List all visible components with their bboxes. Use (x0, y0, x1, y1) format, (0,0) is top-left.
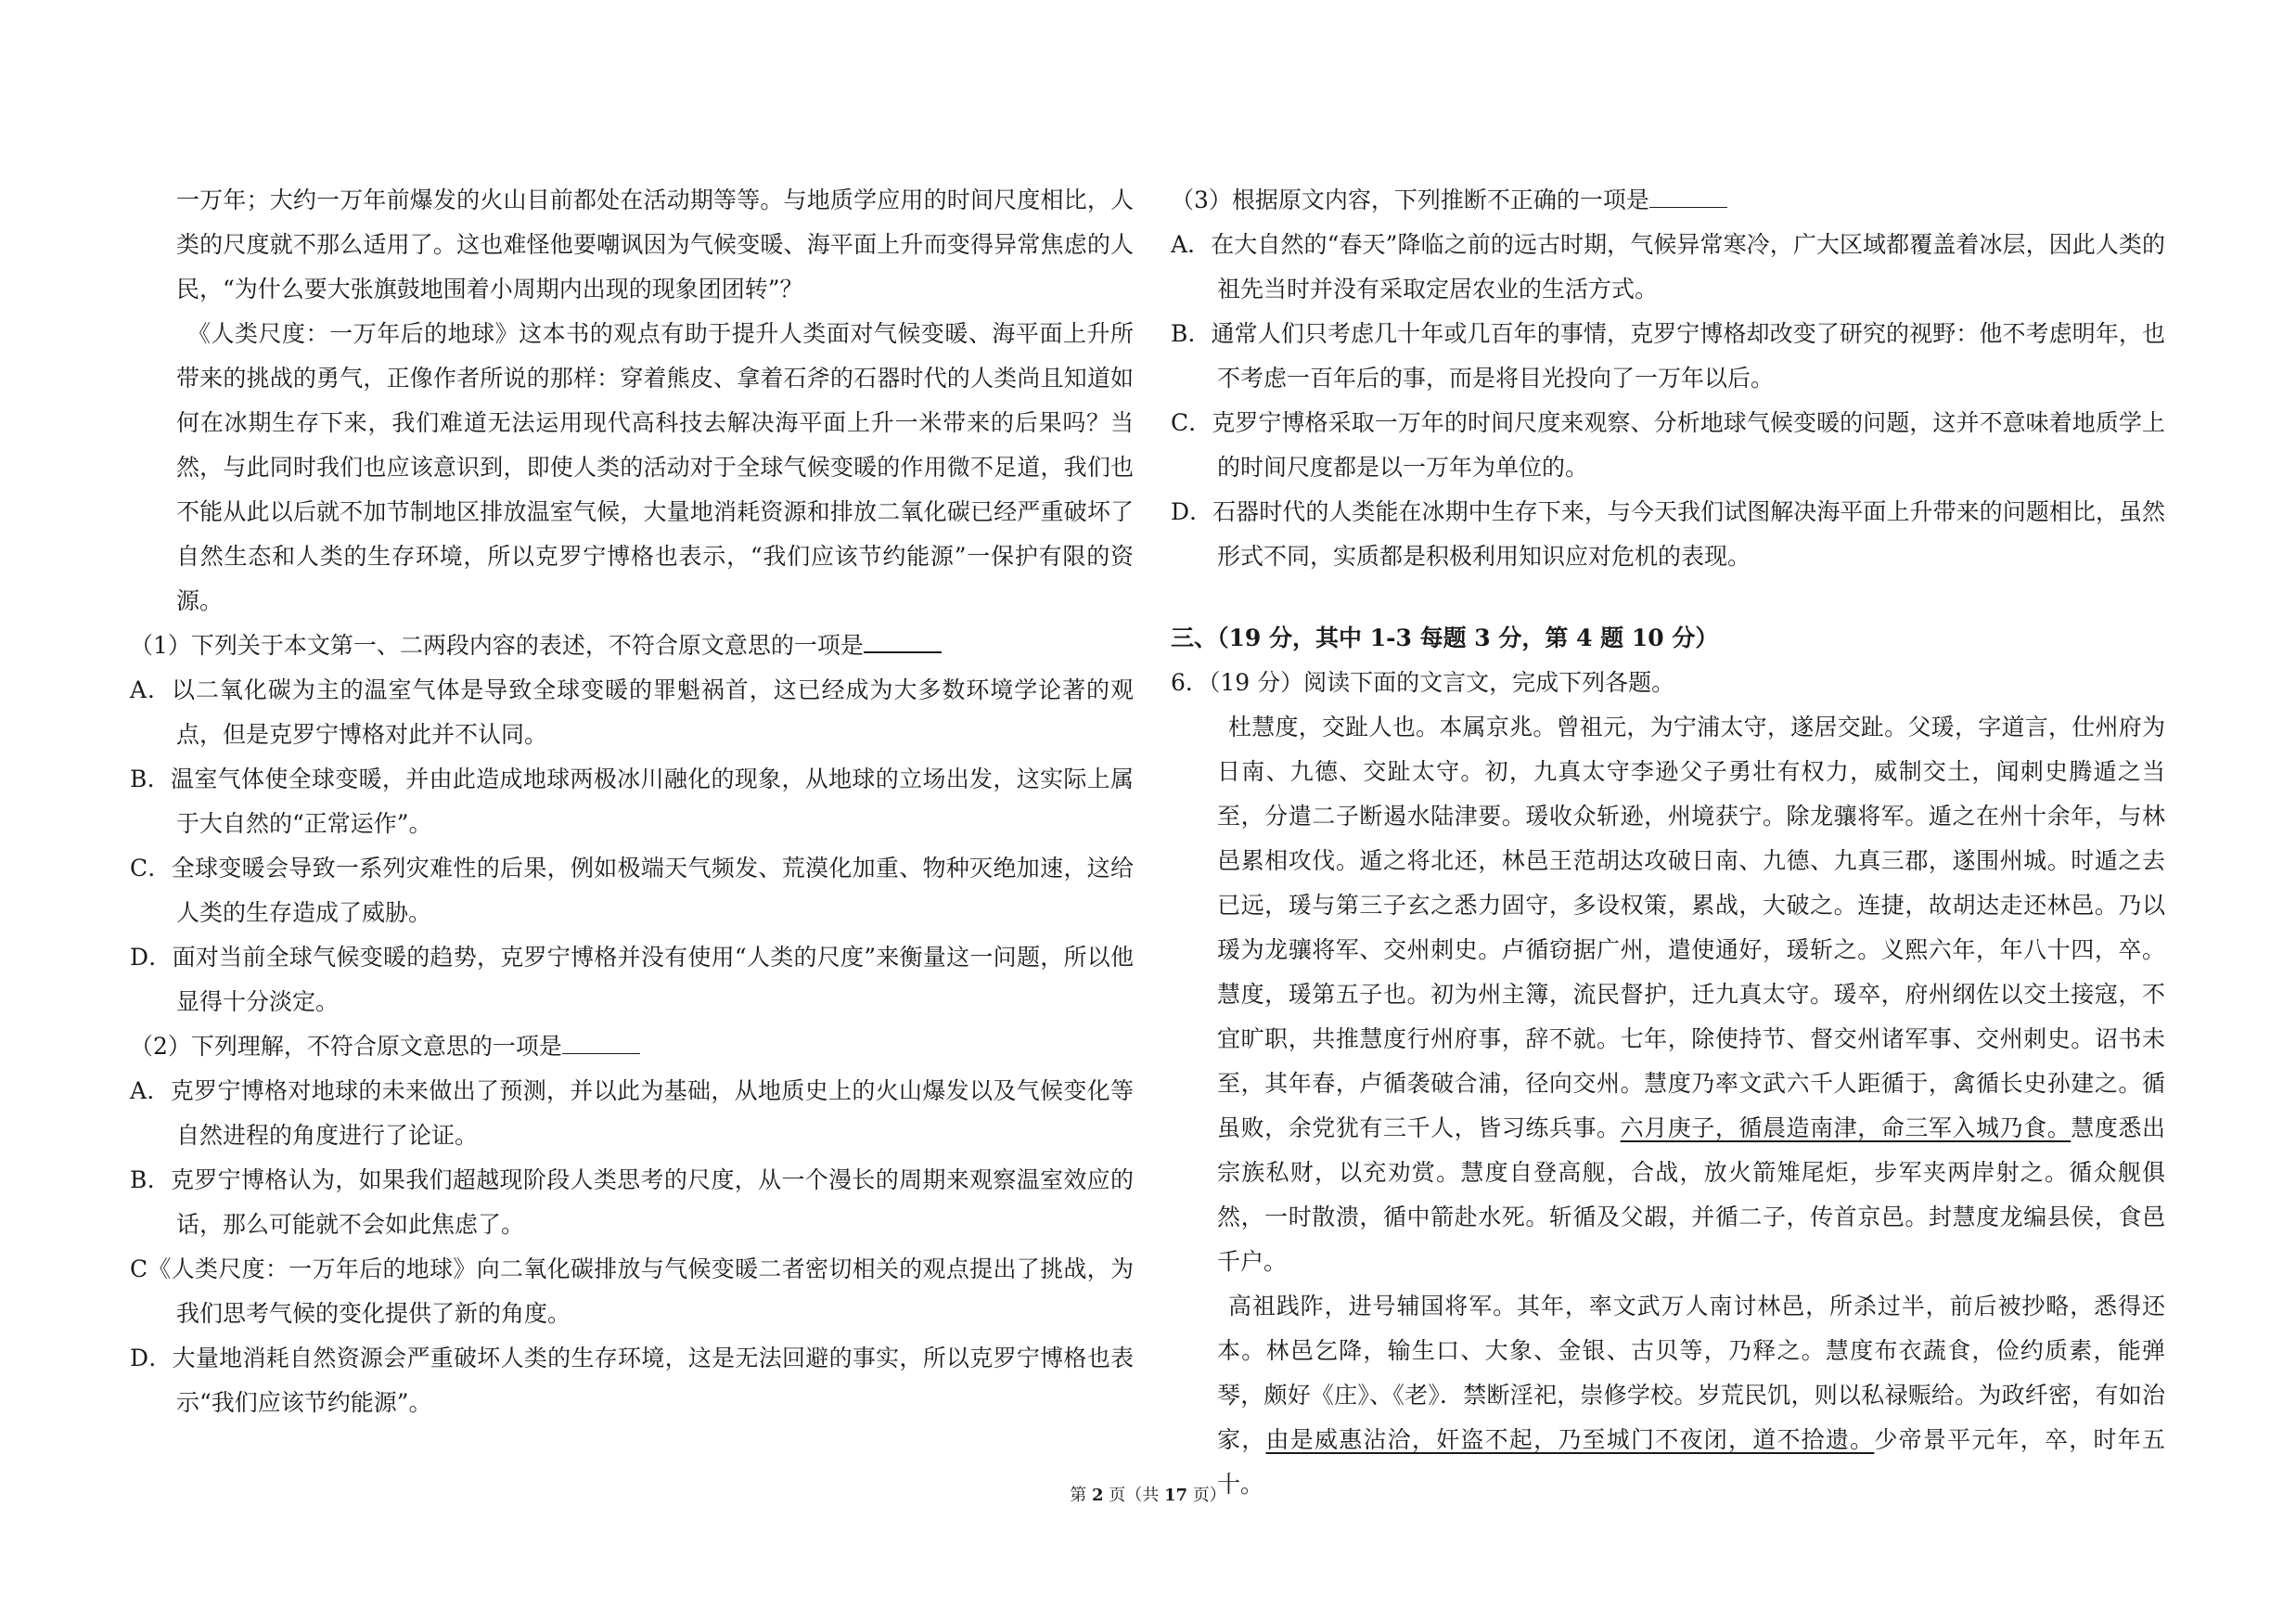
question-1-stem: （1）下列关于本文第一、二两段内容的表述，不符合原文意思的一项是 (130, 624, 1134, 668)
question-3-stem: （3）根据原文内容，下列推断不正确的一项是 (1171, 178, 2165, 223)
right-column (1171, 178, 2165, 1507)
classical-passage-paragraph: 杜慧度，交趾人也。本属京兆。曾祖元，为宁浦太守，遂居交趾。父瑗，字道言，仕州府为日南、九德、交趾太守。初，九真太守李逊父子勇壮有权力，威制交土，闻刺史腾遁之当至，分遣二子断遏水陆津要。瑗收众斩逊，州境获宁。除龙骧将军。遁之在州十余年，与林邑累相攻伐。遁之将北还，林邑王范胡达攻破日南、九德、九真三郡，遂围州城。时遁之去已远，瑗与第三子玄之悉力固守，多设权策，累战，大破之。连捷，故胡达走还林邑。乃以瑗为龙骧将军、交州刺史。卢循窃据广州，遣使通好，瑗斩之。义熙六年，年八十四，卒。慧度，瑗第五子也。初为州主簿，流民督护，迁九真太守。瑗卒，府州纲佐以交土接寇，不宜旷职，共推慧度行州府事，辞不就。七年，除使持节、督交州诸军事、交州刺史。诏书未至，其年春，卢循袭破合浦，径向交州。慧度乃率文武六千人距循于，禽循长史孙建之。循虽败，余党犹有三千人，皆习练兵事。六月庚子，循晨造南津，命三军入城乃食。慧度悉出宗族私财，以充劝赏。慧度自登高舰，合战，放火箭雉尾炬，步军夹两岸射之。循众舰俱然，一时散溃，循中箭赴水死。斩循及父嘏，并循二子，传首京邑。封慧度龙编县侯，食邑千户。 (1217, 714, 2165, 1275)
option-a: A．在大自然的“春天”降临之前的远古时期，气候异常寒冷，广大区域都覆盖着冰层，因此人类的祖先当时并没有采取定居农业的生活方式。 (1171, 231, 2165, 303)
page-footer: 第 2 页（共 17 页） (1070, 1486, 1226, 1505)
option-b: B．温室气体使全球变暖，并由此造成地球两极冰川融化的现象，从地球的立场出发，这实际上属于大自然的“正常运作”。 (130, 766, 1134, 837)
option-b: B．通常人们只考虑几十年或几百年的事情，克罗宁博格却改变了研究的视野：他不考虑明年，也不考虑一百年后的事，而是将目光投向了一万年以后。 (1171, 320, 2165, 392)
underlined-sentence: 由是威惠沾洽，奸盗不起，乃至城门不夜闭，道不拾遗。 (1265, 1426, 1875, 1453)
passage-paragraph: 一万年；大约一万年前爆发的火山目前都处在活动期等等。与地质学应用的时间尺度相比，人类的尺度就不那么适用了。这也难怪他要嘲讽因为气候变暖、海平面上升而变得异常焦虑的人民，“为什么要大张旗鼓地围着小周期内出现的现象团团转”？ (176, 187, 1134, 303)
section-gap (1171, 579, 2165, 616)
option-c: C．克罗宁博格采取一万年的时间尺度来观察、分析地球气候变暖的问题，这并不意味着地质学上的时间尺度都是以一万年为单位的。 (1171, 409, 2165, 481)
question-6-stem: 6．（19 分）阅读下面的文言文，完成下列各题。 (1171, 669, 1675, 696)
option-a: A．以二氧化碳为主的温室气体是导致全球变暖的罪魁祸首，这已经成为大多数环境学论著的观点，但是克罗宁博格对此并不认同。 (130, 676, 1134, 748)
underlined-sentence: 六月庚子，循晨造南津，命三军入城乃食。 (1620, 1114, 2072, 1141)
left-column (130, 178, 1134, 1425)
option-d: D．大量地消耗自然资源会严重破坏人类的生存环境，这是无法回避的事实，所以克罗宁博格也表示“我们应该节约能源”。 (130, 1345, 1134, 1416)
option-c: C．全球变暖会导致一系列灾难性的后果，例如极端天气频发、荒漠化加重、物种灭绝加速，这给人类的生存造成了威胁。 (130, 855, 1134, 926)
answer-blank[interactable] (1649, 187, 1727, 208)
option-a: A．克罗宁博格对地球的未来做出了预测，并以此为基础，从地质史上的火山爆发以及气候变化等自然进程的角度进行了论证。 (130, 1077, 1134, 1149)
total-pages: 17 (1163, 1486, 1188, 1505)
option-b: B．克罗宁博格认为，如果我们超越现阶段人类思考的尺度，从一个漫长的周期来观察温室效应的话，那么可能就不会如此焦虑了。 (130, 1166, 1134, 1238)
section-heading: 三、（19 分，其中 1-3 每题 3 分，第 4 题 10 分） (1171, 624, 1719, 651)
answer-blank[interactable] (864, 631, 942, 653)
classical-passage-paragraph: 高祖践阼，进号辅国将军。其年，率文武万人南讨林邑，所杀过半，前后被抄略，悉得还本。林邑乞降，输生口、大象、金银、古贝等，乃释之。慧度布衣蔬食，俭约质素，能弹琴，颇好《庄》、《老》．禁断淫祀，崇修学校。岁荒民饥，则以私禄赈给。为政纤密，有如治家，由是威惠沾洽，奸盗不起，乃至城门不夜闭，道不拾遗。少帝景平元年，卒，时年五十。 (1217, 1293, 2165, 1498)
option-d: D．石器时代的人类能在冰期中生存下来，与今天我们试图解决海平面上升带来的问题相比，虽然形式不同，实质都是积极利用知识应对危机的表现。 (1171, 498, 2165, 570)
answer-blank[interactable] (562, 1033, 640, 1054)
passage-paragraph: 《人类尺度：一万年后的地球》这本书的观点有助于提升人类面对气候变暖、海平面上升所带来的挑战的勇气，正像作者所说的那样：穿着熊皮、拿着石斧的石器时代的人类尚且知道如何在冰期生存下来，我们难道无法运用现代高科技去解决海平面上升一米带来的后果吗？当然，与此同时我们也应该意识到，即使人类的活动对于全球气候变暖的作用微不足道，我们也不能从此以后就不加节制地区排放温室气候，大量地消耗资源和排放二氧化碳已经严重破坏了自然生态和人类的生存环境，所以克罗宁博格也表示，“我们应该节约能源”一保护有限的资源。 (176, 320, 1134, 614)
option-c: C《人类尺度：一万年后的地球》向二氧化碳排放与气候变暖二者密切相关的观点提出了挑战，为我们思考气候的变化提供了新的角度。 (130, 1255, 1134, 1327)
option-d: D．面对当前全球气候变暖的趋势，克罗宁博格并没有使用“人类的尺度”来衡量这一问题，所以他显得十分淡定。 (130, 944, 1134, 1015)
question-2-stem: （2）下列理解，不符合原文意思的一项是 (130, 1024, 1134, 1069)
page-number: 2 (1091, 1486, 1104, 1505)
